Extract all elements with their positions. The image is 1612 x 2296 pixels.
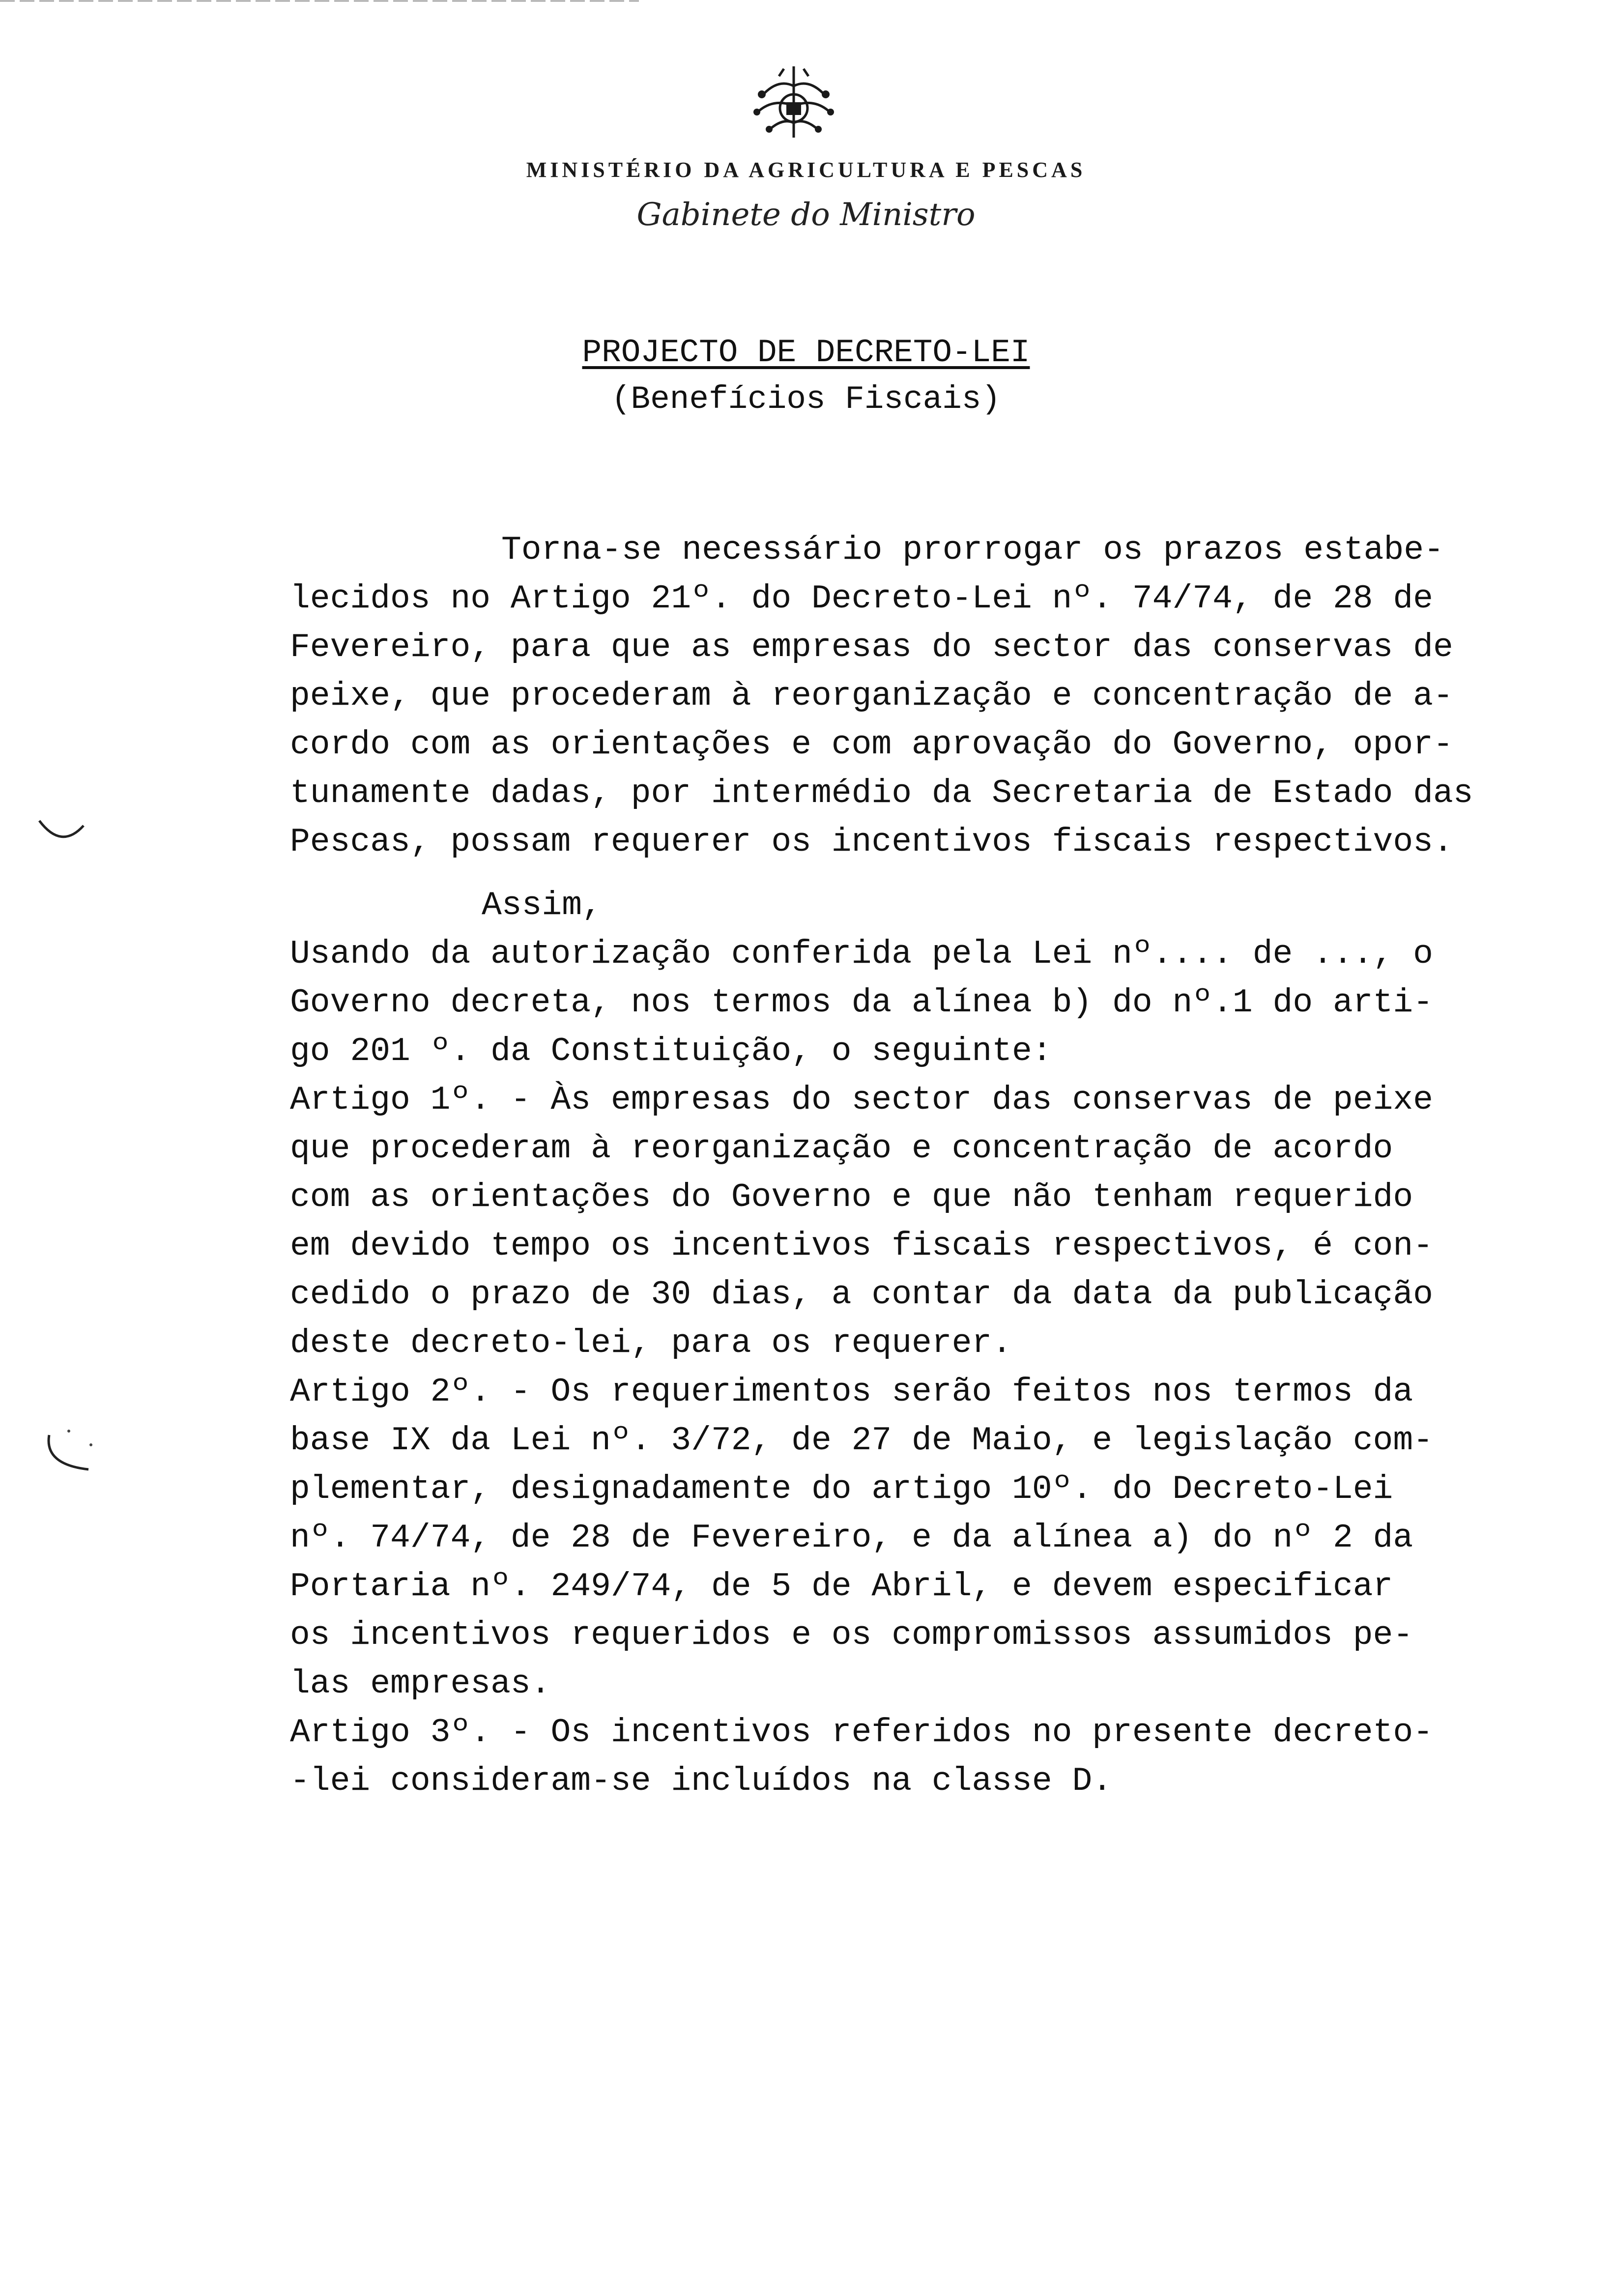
text-line: Fevereiro, para que as empresas do sector das conservas de [290, 629, 1453, 666]
punch-hole-mark-lower [34, 1425, 98, 1479]
ministry-name: MINISTÉRIO DA AGRICULTURA E PESCAS [526, 158, 1086, 182]
document-body [290, 526, 1473, 1806]
text-line: em devido tempo os incentivos fiscais respectivos, é con- [290, 1227, 1433, 1265]
text-line: os incentivos requeridos e os compromissos assumidos pe- [290, 1616, 1413, 1654]
text-line: Usando da autorização conferida pela Lei nº.... de ..., o [290, 935, 1433, 973]
coat-of-arms-icon [745, 64, 843, 145]
text-line: cordo com as orientações e com aprovação do Governo, opor- [290, 726, 1453, 764]
text-line: Artigo 1º. - Às empresas do sector das conservas de peixe [290, 1081, 1433, 1119]
article-3 [290, 1708, 1460, 1806]
text-line: Portaria nº. 249/74, de 5 de Abril, e devem especificar [290, 1568, 1393, 1606]
text-line: -lei consideram-se incluídos na classe D. [290, 1762, 1113, 1800]
text-line: com as orientações do Governo e que não tenham requerido [290, 1178, 1413, 1216]
text-line: tunamente dadas, por intermédio da Secretaria de Estado das [290, 775, 1473, 812]
text-line: Torna-se necessário prorrogar os prazos estabe- [501, 531, 1444, 569]
top-edge-line [0, 0, 639, 2]
paragraph-preamble [290, 930, 1460, 1076]
text-line: Governo decreta, nos termos da alínea b) do nº.1 do arti- [290, 984, 1433, 1022]
article-2 [290, 1368, 1460, 1708]
text-line: lecidos no Artigo 21º. do Decreto-Lei nº. 74/74, de 28 de [290, 580, 1433, 618]
punch-hole-mark-upper [34, 816, 88, 850]
text-line: peixe, que procederam à reorganização e concentração de a- [290, 677, 1453, 715]
text-line: nº. 74/74, de 28 de Fevereiro, e da alínea a) do nº 2 da [290, 1519, 1413, 1557]
document-subtitle: (Benefícios Fiscais) [611, 381, 1001, 418]
text-line: deste decreto-lei, para os requerer. [290, 1324, 1012, 1362]
text-line: que procederam à reorganização e concentração de acordo [290, 1130, 1393, 1168]
article-1 [290, 1076, 1460, 1368]
document-title: PROJECTO DE DECRETO-LEI [582, 334, 1030, 371]
paragraph-intro [290, 526, 1473, 866]
text-line: Artigo 2º. - Os requerimentos serão feitos nos termos da [290, 1373, 1413, 1411]
text-line: base IX da Lei nº. 3/72, de 27 de Maio, e legislação com- [290, 1422, 1433, 1460]
text-line: Pescas, possam requerer os incentivos fiscais respectivos. [290, 823, 1453, 861]
text-line: go 201 º. da Constituição, o seguinte: [290, 1033, 1052, 1070]
text-line: Assim, [482, 887, 602, 924]
text-line: las empresas. [290, 1665, 551, 1703]
text-line: cedido o prazo de 30 dias, a contar da data da publicação [290, 1276, 1433, 1314]
paragraph-assim [290, 881, 1460, 930]
text-line: Artigo 3º. - Os incentivos referidos no presente decreto- [290, 1714, 1433, 1751]
text-line: plementar, designadamente do artigo 10º. do Decreto-Lei [290, 1470, 1393, 1508]
cabinet-signature: Gabinete do Ministro [636, 197, 976, 233]
